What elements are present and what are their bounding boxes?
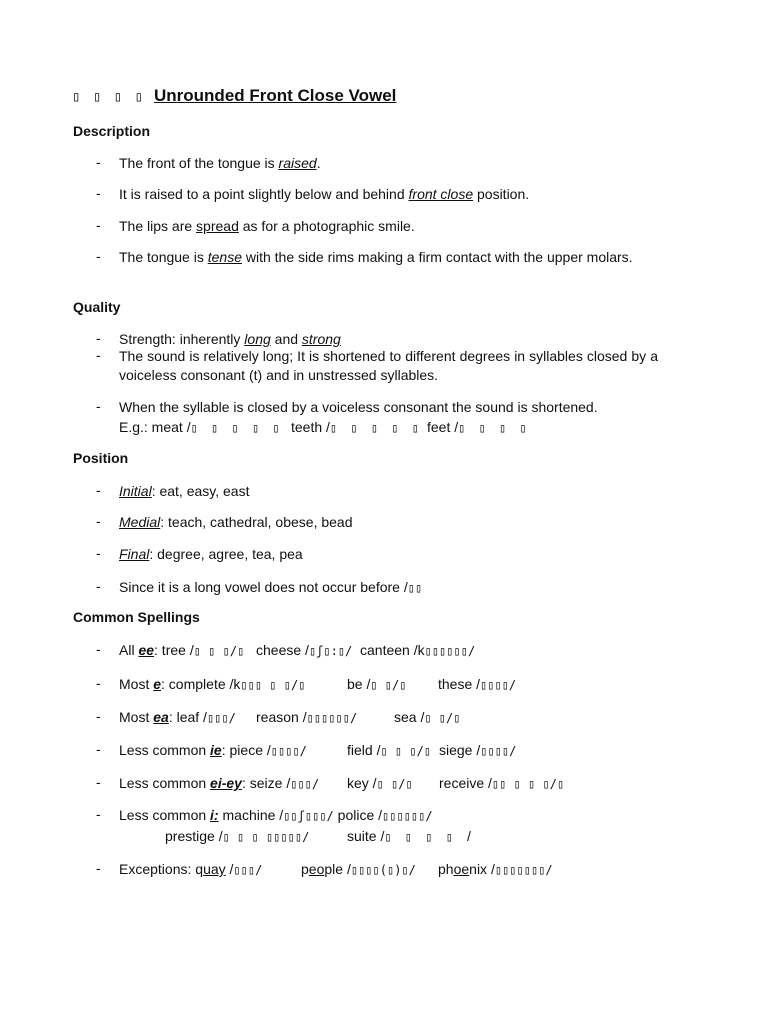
ipa-transcription: ▯ ▯ ▯ ▯▯▯▯▯/ [222,830,310,844]
ipa-transcription: ▯ʃ▯:▯/ [308,644,353,658]
spelling-key: ei-ey [210,775,242,791]
list-bullet: - [96,154,101,170]
list-bullet: - [96,513,101,529]
list-bullet: - [96,185,101,201]
ipa-transcription: ▯▯ʃ▯▯▯/ [283,809,334,823]
ipa-transcription: ▯▯ ▯ ▯ ▯/▯ [491,777,565,791]
list-item: Most e: complete /k▯▯▯ ▯ ▯/▯ be /▯ ▯/▯ these /▯▯▯▯/ [119,676,517,692]
list-item: Most ea: leaf /▯▯▯/ reason /▯▯▯▯▯▯/ sea /▯ ▯/▯ [119,709,461,725]
list-bullet: - [96,398,101,414]
emphasis: tense [207,249,242,265]
list-bullet: - [96,545,101,561]
list-item: The lips are spread as for a photographic smile. [119,218,415,234]
section-heading-common-spellings: Common Spellings [73,609,200,625]
list-item-continuation: prestige /▯ ▯ ▯ ▯▯▯▯▯/ suite /▯ ▯ ▯ ▯ / [165,828,471,844]
list-item: The front of the tongue is raised. [119,155,321,171]
list-bullet: - [96,248,101,264]
ipa-transcription: ▯ ▯/▯ [376,777,413,791]
list-item: The sound is relatively long; It is shortened to different degrees in syllables closed by a voiceless consonant (t) and in unstressed syllables. [119,348,658,383]
ipa-transcription: ▯▯▯/ [233,863,263,877]
list-bullet: - [96,482,101,498]
section-heading-quality: Quality [73,299,121,315]
ipa-transcription: ▯ ▯ ▯ ▯ [458,421,530,435]
ipa-transcription: ▯ ▯/▯ [370,678,407,692]
spelling-key: e [153,676,162,692]
list-bullet: - [96,347,101,363]
list-item: Less common ie: piece /▯▯▯▯/ field /▯ ▯ ▯/▯ siege /▯▯▯▯/ [119,742,517,758]
list-item: Medial: teach, cathedral, obese, bead [119,514,353,530]
list-item: When the syllable is closed by a voiceless consonant the sound is shortened. [119,399,598,415]
header-glyphs: ▯ ▯ ▯ ▯ [72,90,145,106]
ipa-transcription: ▯▯▯▯▯▯/ [382,809,433,823]
ipa-transcription: ▯▯▯▯▯▯▯/ [494,863,553,877]
emphasis: spread [196,218,239,234]
spelling-key: ea [153,709,169,725]
list-bullet: - [96,330,101,346]
list-item: It is raised to a point slightly below and behind front close position. [119,186,530,202]
ipa-transcription: ▯ ▯/▯ [424,711,461,725]
spelling-key: ee [138,642,155,658]
list-item: Exceptions: quay /▯▯▯/ people /▯▯▯▯(▯)▯/ phoenix /▯▯▯▯▯▯▯/ [119,861,553,877]
list-bullet: - [96,741,101,757]
ipa-transcription: ▯ ▯ ▯ ▯ ▯ [329,421,422,435]
spelling-key: i: [210,807,219,823]
ipa-transcription: ▯▯▯▯▯▯/ [306,711,358,725]
list-item: Since it is a long vowel does not occur before /▯▯ [119,579,423,595]
ipa-transcription: ▯ ▯ ▯/▯ [380,744,432,758]
ipa-transcription: ▯▯▯▯(▯)▯/ [350,863,416,877]
example-line: E.g.: meat /▯ ▯ ▯ ▯ ▯ teeth /▯ ▯ ▯ ▯ ▯ feet /▯ ▯ ▯ ▯ [119,419,530,435]
list-item: Initial: eat, easy, east [119,483,250,499]
list-item: Strength: inherently long and strong [119,331,341,347]
emphasis: strong [301,331,341,347]
list-bullet: - [96,806,101,822]
page-title: Unrounded Front Close Vowel [154,86,397,105]
ipa-transcription: ▯▯▯ ▯ ▯/▯ [240,678,306,692]
ipa-transcription: ▯▯▯▯/ [270,744,307,758]
ipa-transcription: ▯▯▯▯/ [480,678,517,692]
list-bullet: - [96,578,101,594]
ipa-transcription: ▯▯▯/ [206,711,236,725]
ipa-transcription: ▯ ▯ ▯/▯ [193,644,245,658]
emphasis: front close [408,186,474,202]
position-label: Final [119,546,150,562]
section-heading-position: Position [73,450,129,466]
emphasis: long [244,331,271,347]
ipa-transcription: ▯▯▯▯/ [480,744,517,758]
position-label: Medial [119,514,161,530]
list-bullet: - [96,708,101,724]
list-item: The tongue is tense with the side rims making a firm contact with the upper molars. [119,249,633,265]
list-bullet: - [96,675,101,691]
ipa-transcription: ▯▯▯▯▯▯/ [424,644,476,658]
list-item: Less common i: machine /▯▯ʃ▯▯▯/ police /▯▯▯▯▯▯/ [119,807,433,823]
spelling-key: ie [210,742,222,758]
list-bullet: - [96,860,101,876]
section-heading-description: Description [73,123,151,139]
ipa-transcription: ▯▯ [407,581,423,595]
list-bullet: - [96,217,101,233]
list-bullet: - [96,774,101,790]
ipa-transcription: ▯▯▯/ [290,777,320,791]
position-label: Initial [119,483,152,499]
ipa-transcription: ▯ ▯ ▯ ▯ [384,830,456,844]
list-item: Final: degree, agree, tea, pea [119,546,303,562]
ipa-transcription: ▯ ▯ ▯ ▯ ▯ [190,421,283,435]
list-bullet: - [96,641,101,657]
list-item: Less common ei-ey: seize /▯▯▯/ key /▯ ▯/▯ receive /▯▯ ▯ ▯ ▯/▯ [119,775,565,791]
list-item: All ee: tree /▯ ▯ ▯/▯ cheese /▯ʃ▯:▯/ canteen /k▯▯▯▯▯▯/ [119,642,476,658]
emphasis: raised [278,155,317,171]
